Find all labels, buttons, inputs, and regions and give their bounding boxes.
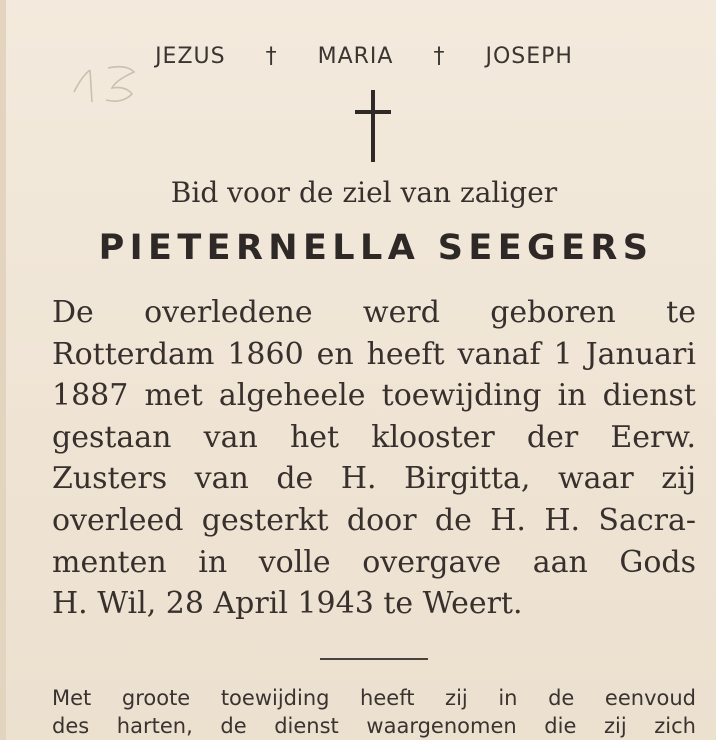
invocation-word-jezus: JEZUS (155, 44, 226, 69)
footer-line: des harten, de dienst waargenomen die zij zich (52, 714, 696, 738)
latin-cross-icon (355, 90, 391, 162)
footer-line: Met groote toewijding heeft zij in de eenvoud (52, 686, 696, 710)
body-line: overleed gesterkt door de H. H. Sacra- (52, 502, 696, 538)
invocation-line (6, 44, 716, 69)
body-line: menten in volle overgave aan Gods (52, 544, 696, 580)
deceased-name: PIETERNELLA SEEGERS (98, 228, 654, 268)
divider (320, 658, 428, 660)
invocation-separator: † (433, 44, 446, 69)
body-line: H. Wil, 28 April 1943 te Weert. (52, 586, 523, 622)
body-line: Zusters van de H. Birgitta, waar zij (52, 461, 696, 497)
biography-text (52, 292, 696, 625)
body-line: gestaan van het klooster der Eerw. (52, 419, 696, 455)
body-line: 1887 met algeheele toewijding in dienst (52, 378, 696, 414)
invocation-word-maria: MARIA (317, 44, 394, 69)
invocation-word-joseph: JOSEPH (485, 44, 573, 69)
body-line: Rotterdam 1860 en heeft vanaf 1 Januari (52, 336, 696, 372)
invocation-separator: † (265, 44, 278, 69)
footer-text (52, 684, 696, 740)
intro-line: Bid voor de ziel van zaliger (170, 176, 558, 209)
body-line: De overledene werd geboren te (52, 295, 696, 330)
